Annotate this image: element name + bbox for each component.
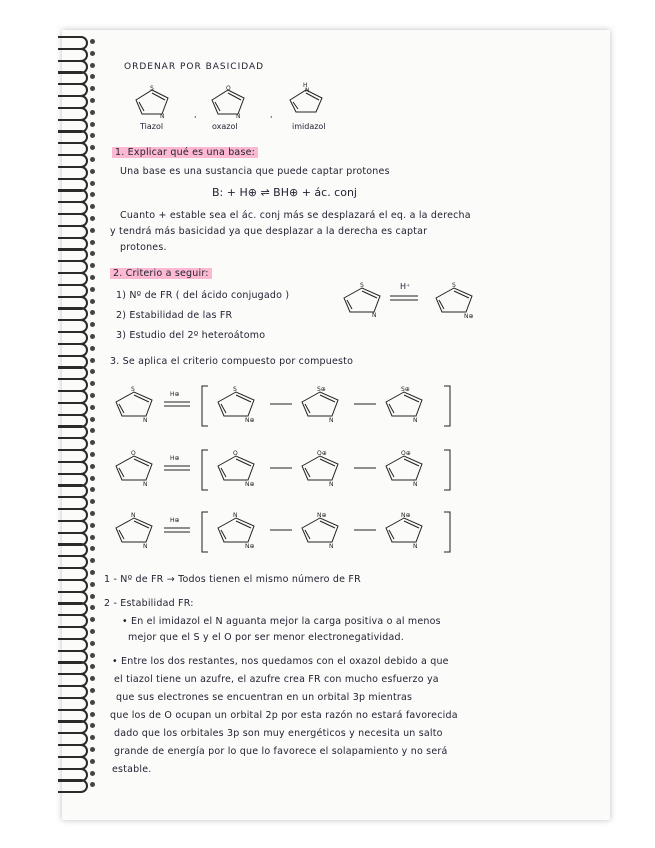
compound-label-oxazole: oxazol xyxy=(212,122,238,131)
punch-hole xyxy=(90,546,95,551)
resonance-scheme-row xyxy=(112,384,492,430)
svg-text:N: N xyxy=(143,543,148,550)
punch-hole xyxy=(90,346,95,351)
svg-text:N: N xyxy=(329,481,334,488)
conclusion-2-heading: 2 - Estabilidad FR: xyxy=(104,598,194,609)
bullet-1-line-b: mejor que el S y el O por ser menor electronegatividad. xyxy=(128,632,404,643)
svg-text:N: N xyxy=(131,512,136,519)
svg-text:N: N xyxy=(143,417,148,424)
svg-text:S⊕: S⊕ xyxy=(401,386,410,393)
svg-text:N⊕: N⊕ xyxy=(245,543,255,550)
punch-hole xyxy=(90,570,95,575)
svg-text:N: N xyxy=(329,543,334,550)
punch-hole xyxy=(90,523,95,528)
punch-hole xyxy=(90,723,95,728)
svg-text:N: N xyxy=(305,87,310,94)
svg-text:H⊕: H⊕ xyxy=(170,391,180,398)
punch-hole xyxy=(90,617,95,622)
page-title: ORDENAR POR BASICIDAD xyxy=(124,62,265,72)
punch-hole xyxy=(90,594,95,599)
punch-hole xyxy=(90,782,95,787)
punch-hole xyxy=(90,240,95,245)
punch-hole xyxy=(90,122,95,127)
punch-hole xyxy=(90,712,95,717)
svg-text:N: N xyxy=(413,543,418,550)
punch-hole xyxy=(90,653,95,658)
punch-hole xyxy=(90,405,95,410)
bullet-2-line-b: el tiazol tiene un azufre, el azufre crea FR con mucho esfuerzo ya xyxy=(114,674,439,685)
punch-hole xyxy=(90,605,95,610)
punch-hole xyxy=(90,39,95,44)
svg-text:O⊕: O⊕ xyxy=(401,450,411,457)
punch-hole xyxy=(90,393,95,398)
oxazole-structure xyxy=(206,84,266,124)
reaction-label: H⁺ xyxy=(400,282,411,291)
punch-hole xyxy=(90,511,95,516)
punch-hole xyxy=(90,133,95,138)
criterion-2: 2) Estabilidad de las FR xyxy=(116,310,233,321)
punch-hole xyxy=(90,452,95,457)
punch-hole xyxy=(90,145,95,150)
punch-hole xyxy=(90,747,95,752)
svg-text:S⊕: S⊕ xyxy=(317,386,326,393)
spiral-binding xyxy=(58,36,98,796)
punch-hole xyxy=(90,759,95,764)
svg-text:S: S xyxy=(452,282,456,289)
punch-hole xyxy=(90,664,95,669)
punch-hole xyxy=(90,417,95,422)
punch-hole xyxy=(90,358,95,363)
punch-hole xyxy=(90,334,95,339)
criterion-1: 1) Nº de FR ( del ácido conjugado ) xyxy=(116,290,290,301)
separator: , xyxy=(194,110,197,119)
bullet-2-line-c: que sus electrones se encuentran en un orbital 3p mientras xyxy=(116,692,413,703)
punch-hole xyxy=(90,440,95,445)
resonance-scheme-row xyxy=(112,510,492,556)
thiazole-protonation-scheme xyxy=(340,280,490,320)
punch-hole xyxy=(90,63,95,68)
section3-heading: 3. Se aplica el criterio compuesto por compuesto xyxy=(110,356,354,367)
punch-hole xyxy=(90,98,95,103)
svg-text:N: N xyxy=(372,312,377,319)
resonance-scheme-row xyxy=(112,448,492,494)
punch-hole xyxy=(90,499,95,504)
punch-hole xyxy=(90,676,95,681)
svg-text:O: O xyxy=(131,450,136,457)
svg-text:H⊕: H⊕ xyxy=(170,455,180,462)
punch-hole xyxy=(90,369,95,374)
punch-hole xyxy=(90,263,95,268)
punch-hole xyxy=(90,275,95,280)
punch-hole xyxy=(90,535,95,540)
svg-text:S: S xyxy=(131,386,135,393)
punch-hole xyxy=(90,558,95,563)
spiral-ring xyxy=(58,779,88,793)
svg-text:O: O xyxy=(233,450,238,457)
svg-text:N⊕: N⊕ xyxy=(245,481,255,488)
punch-hole xyxy=(90,169,95,174)
punch-hole xyxy=(90,428,95,433)
svg-text:H⊕: H⊕ xyxy=(170,517,180,524)
punch-hole xyxy=(90,310,95,315)
punch-hole xyxy=(90,700,95,705)
punch-hole xyxy=(90,299,95,304)
punch-hole xyxy=(90,86,95,91)
svg-text:N: N xyxy=(413,417,418,424)
punch-hole xyxy=(90,51,95,56)
punch-hole xyxy=(90,181,95,186)
punch-hole xyxy=(90,216,95,221)
base-definition: Una base es una sustancia que puede captar protones xyxy=(120,166,390,177)
svg-text:N: N xyxy=(236,113,241,120)
explanation-line-2: y tendrá más basicidad ya que desplazar a la derecha es captar xyxy=(110,226,428,237)
svg-text:N⊕: N⊕ xyxy=(245,417,255,424)
criterion-3: 3) Estudio del 2º heteroátomo xyxy=(116,330,266,341)
punch-hole xyxy=(90,110,95,115)
punch-hole xyxy=(90,464,95,469)
separator: , xyxy=(270,110,273,119)
punch-hole xyxy=(90,204,95,209)
bullet-2-line-a: • Entre los dos restantes, nos quedamos con el oxazol debido a que xyxy=(112,656,449,667)
punch-hole xyxy=(90,641,95,646)
explanation-line-1: Cuanto + estable sea el ác. conj más se desplazará el eq. a la derecha xyxy=(120,210,471,221)
punch-hole xyxy=(90,735,95,740)
compound-label-imidazole: imidazol xyxy=(292,122,326,131)
punch-hole xyxy=(90,74,95,79)
punch-hole xyxy=(90,228,95,233)
svg-text:N: N xyxy=(413,481,418,488)
punch-hole xyxy=(90,476,95,481)
thiazole-structure xyxy=(130,84,190,124)
svg-text:O: O xyxy=(226,85,231,92)
svg-text:N: N xyxy=(233,512,238,519)
section1-heading: 1. Explicar qué es una base: xyxy=(112,147,258,158)
punch-hole xyxy=(90,192,95,197)
punch-hole xyxy=(90,381,95,386)
punch-hole xyxy=(90,629,95,634)
punch-hole xyxy=(90,582,95,587)
conclusion-1: 1 - Nº de FR → Todos tienen el mismo número de FR xyxy=(104,574,361,585)
svg-text:H: H xyxy=(303,82,308,89)
punch-hole xyxy=(90,287,95,292)
svg-text:O⊕: O⊕ xyxy=(317,450,327,457)
svg-text:N: N xyxy=(143,481,148,488)
punch-hole xyxy=(90,157,95,162)
svg-text:N⊕: N⊕ xyxy=(317,512,327,519)
svg-text:N: N xyxy=(329,417,334,424)
explanation-line-3: protones. xyxy=(120,242,167,253)
punch-hole xyxy=(90,322,95,327)
bullet-1-line-a: • En el imidazol el N aguanta mejor la carga positiva o al menos xyxy=(122,616,441,627)
bullet-2-line-f: grande de energía por lo que lo favorece el solapamiento y no será xyxy=(114,746,448,757)
punch-hole xyxy=(90,771,95,776)
svg-text:S: S xyxy=(360,282,364,289)
svg-text:N⊕: N⊕ xyxy=(464,313,474,320)
svg-text:N⊕: N⊕ xyxy=(401,512,411,519)
svg-text:N: N xyxy=(160,113,165,120)
bullet-2-line-e: dado que los orbitales 3p son muy energéticos y necesita un salto xyxy=(114,728,443,739)
bullet-2-line-g: estable. xyxy=(112,764,152,775)
punch-hole xyxy=(90,688,95,693)
compound-label-thiazole: Tiazol xyxy=(140,122,164,131)
section2-heading: 2. Criterio a seguir: xyxy=(110,268,212,279)
bullet-2-line-d: que los de O ocupan un orbital 2p por esta razón no estará favorecida xyxy=(110,710,458,721)
acid-base-equation: B: + H⊕ ⇌ BH⊕ + ác. conj xyxy=(212,186,357,199)
punch-hole xyxy=(90,251,95,256)
imidazole-structure xyxy=(284,80,344,120)
punch-hole xyxy=(90,487,95,492)
svg-text:S: S xyxy=(150,85,154,92)
svg-text:S: S xyxy=(233,386,237,393)
